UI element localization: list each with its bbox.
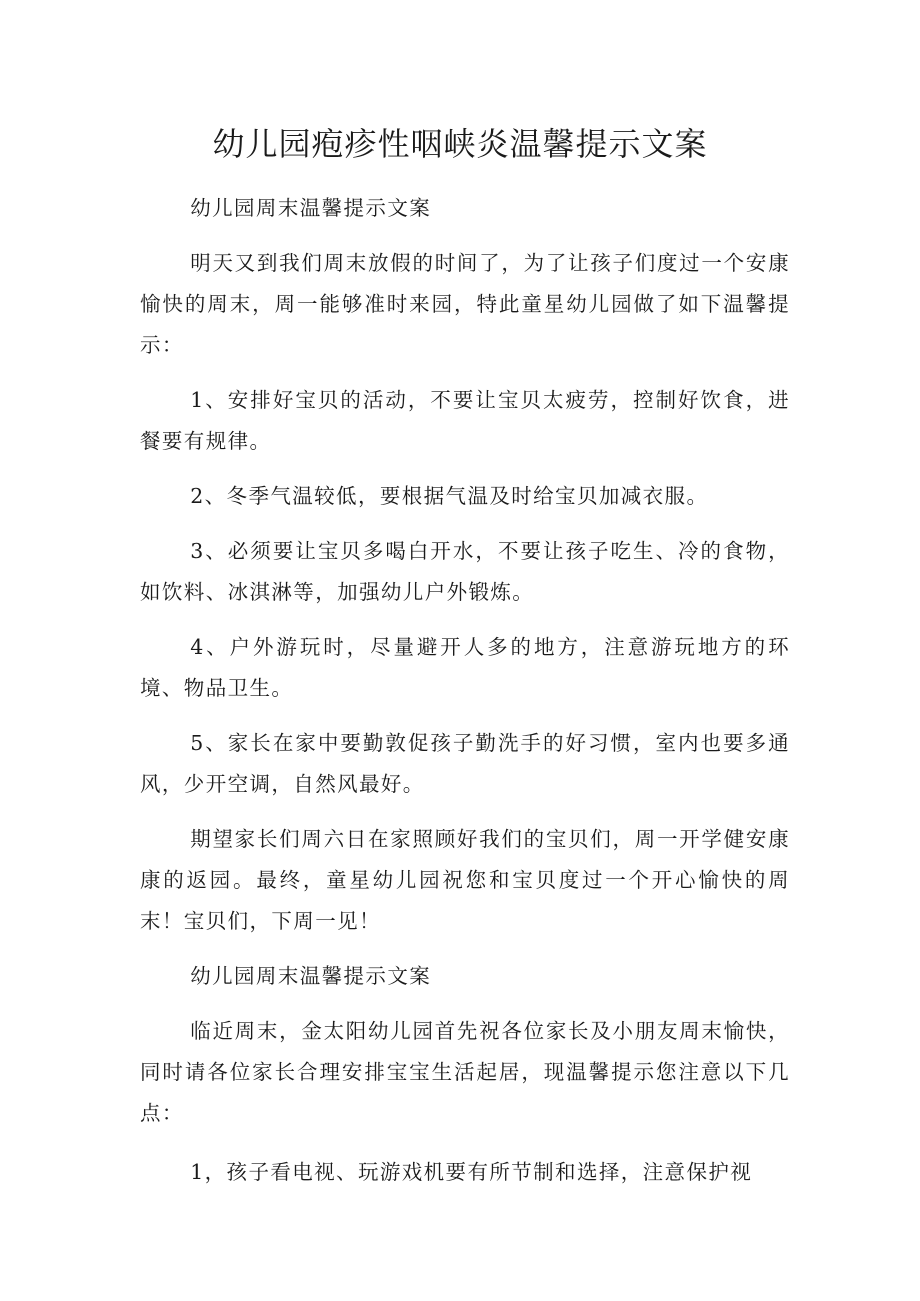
list-item: 1、安排好宝贝的活动，不要让宝贝太疲劳，控制好饮食，进餐要有规律。 xyxy=(140,388,790,453)
paragraph: 明天又到我们周末放假的时间了，为了让孩子们度过一个安康愉快的周末，周一能够准时来园，特此童星幼儿园做了如下温馨提示： xyxy=(140,251,790,357)
list-item: 5、家长在家中要勤敦促孩子勤洗手的好习惯，室内也要多通风，少开空调，自然风最好。 xyxy=(140,731,790,796)
paragraph: 临近周末，金太阳幼儿园首先祝各位家长及小朋友周末愉快，同时请各位家长合理安排宝宝生活起居，现温馨提示您注意以下几点： xyxy=(140,1019,790,1125)
paragraph: 期望家长们周六日在家照顾好我们的宝贝们，周一开学健安康康的返园。最终，童星幼儿园祝您和宝贝度过一个开心愉快的周末！宝贝们，下周一见！ xyxy=(140,827,790,933)
section-heading: 幼儿园周末温馨提示文案 xyxy=(190,196,432,220)
list-item: 1，孩子看电视、玩游戏机要有所节制和选择，注意保护视 xyxy=(190,1160,753,1184)
list-item: 3、必须要让宝贝多喝白开水，不要让孩子吃生、冷的食物，如饮料、冰淇淋等，加强幼儿户外锻炼。 xyxy=(140,539,790,604)
list-item: 2、冬季气温较低，要根据气温及时给宝贝加减衣服。 xyxy=(190,484,709,508)
document-title: 幼儿园疱疹性咽峡炎温馨提示文案 xyxy=(212,125,708,163)
section-heading: 幼儿园周末温馨提示文案 xyxy=(190,964,432,988)
document-body xyxy=(140,188,790,1207)
list-item: 4、户外游玩时，尽量避开人多的地方，注意游玩地方的环境、物品卫生。 xyxy=(140,635,790,700)
